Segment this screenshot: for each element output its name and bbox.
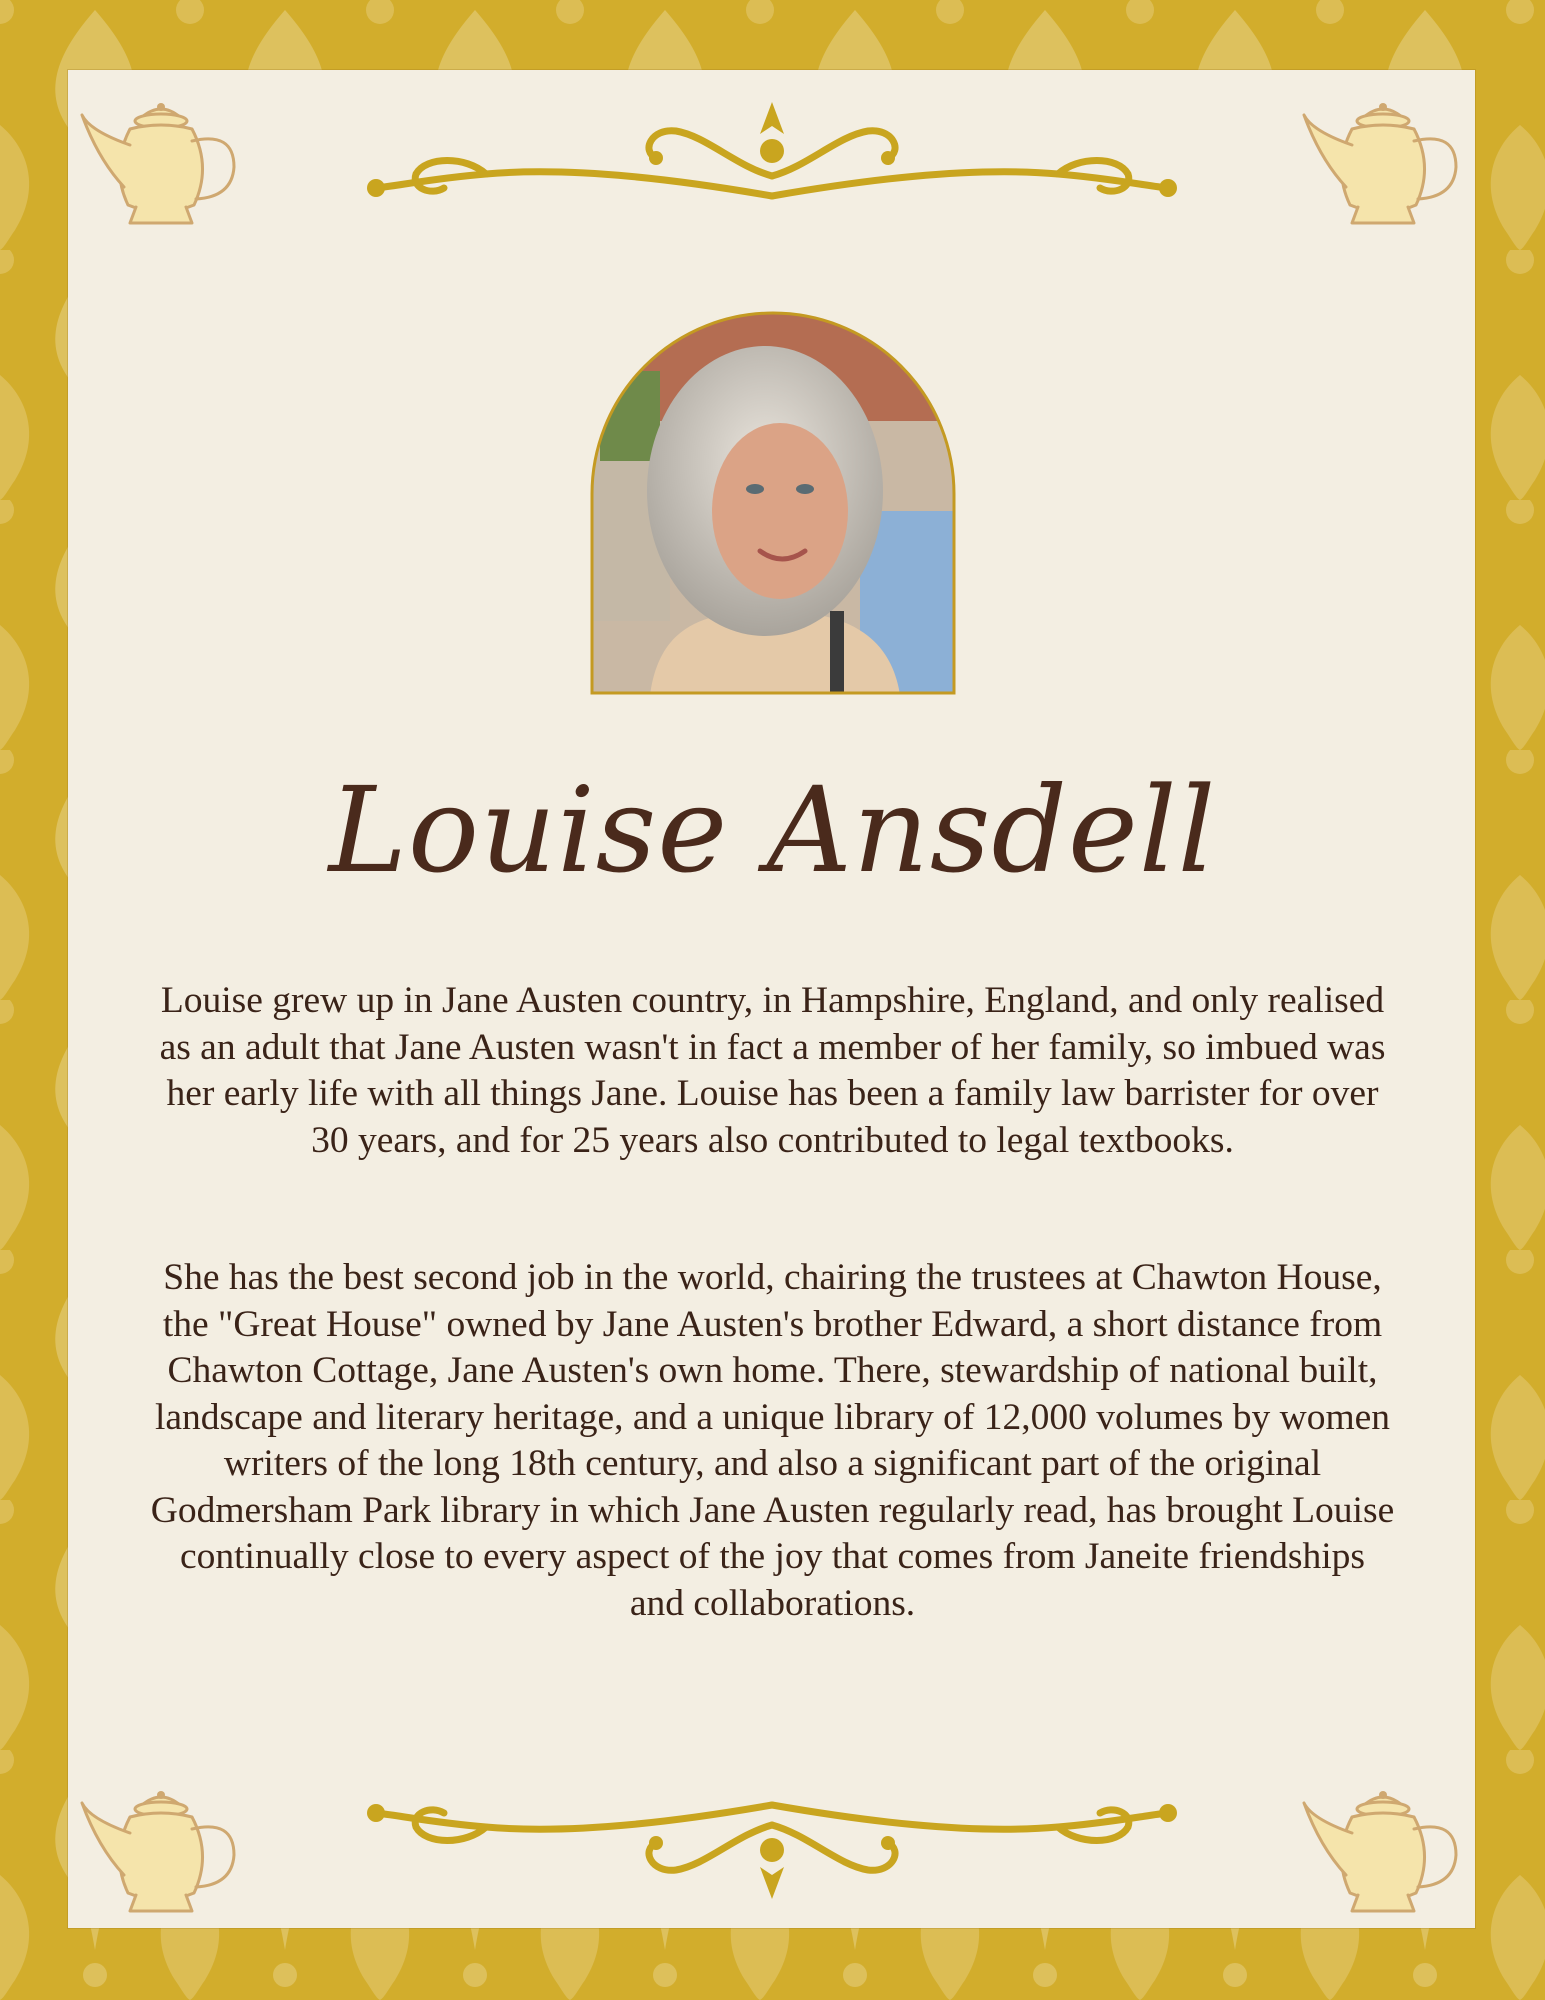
teapot-icon (72, 1785, 250, 1919)
teapot-icon (1294, 97, 1472, 231)
flourish-scroll-icon (356, 1785, 1188, 1905)
teapot-icon (1294, 1785, 1472, 1919)
person-name: Louise Ansdell (328, 761, 1217, 899)
bio-paragraph-1: Louise grew up in Jane Austen country, in Hampshire, England, and only realised as an adult that Jane Austen wasn't in fact a member of her family, so imbued was her early life with all things Jane. Louise has been a family law barrister for over 30 years, and for 25 years also contributed to legal textbooks. (159, 980, 1386, 1161)
flourish-scroll-icon (356, 96, 1188, 216)
teapot-icon (72, 97, 250, 231)
portrait-photo (590, 311, 956, 695)
bio-paragraph-2: She has the best second job in the world, chairing the trustees at Chawton House, the "Great House" owned by Jane Austen's brother Edward, a short distance from Chawton Cottage, Jane Austen's own home. There, stewardship of national built, landscape and literary heritage, and a unique library of 12,000 volumes by women writers of the long 18th century, and also a significant part of the original Godmersham Park library in which Jane Austen regularly read, has brought Louise continually close to every aspect of the joy that comes from Janeite friendships and collaborations. (150, 1257, 1395, 1624)
